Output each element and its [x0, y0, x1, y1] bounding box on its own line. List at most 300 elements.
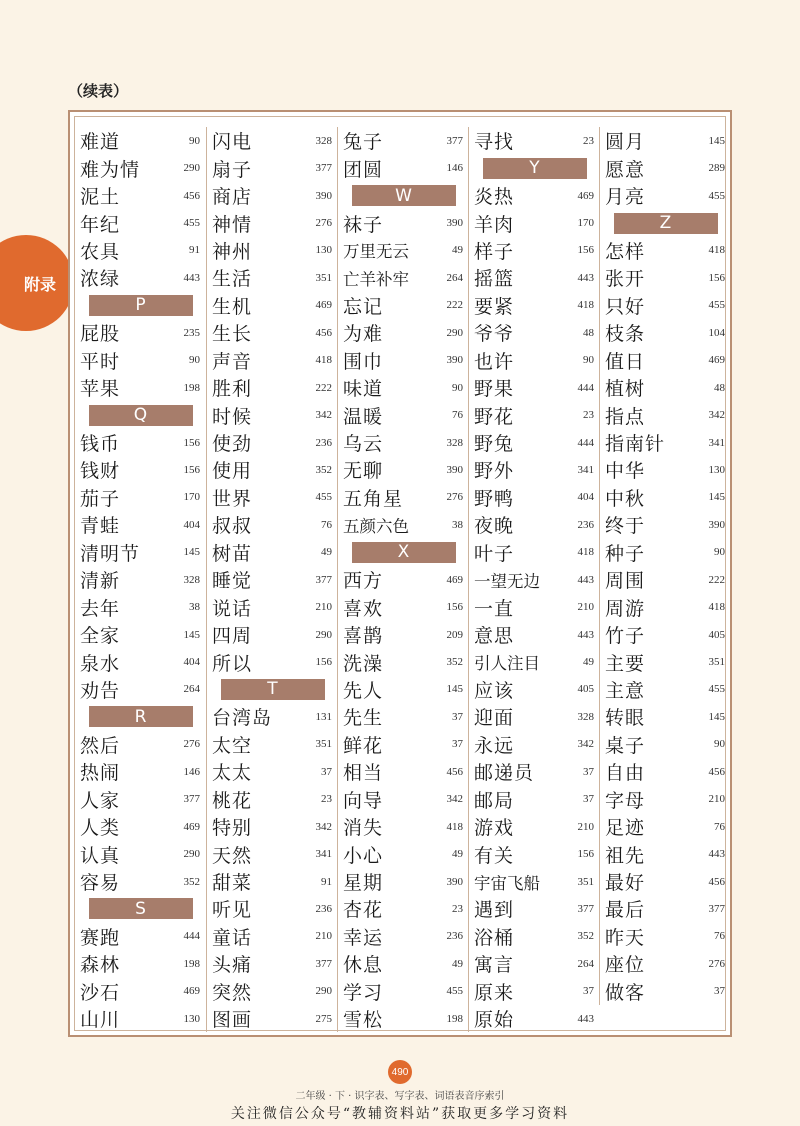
entry-page-number: 90	[714, 546, 725, 559]
entry-page-number: 342	[446, 793, 463, 806]
entry-word: 星期	[343, 872, 384, 895]
index-entry	[75, 923, 206, 950]
entry-word: 野果	[474, 378, 515, 401]
entry-page-number: 131	[315, 710, 332, 723]
index-entry	[469, 978, 600, 1005]
entry-page-number: 377	[183, 793, 200, 806]
entry-word: 树苗	[212, 542, 253, 565]
entry-word: 先生	[343, 707, 384, 730]
entry-page-number: 222	[708, 573, 725, 586]
index-entry	[75, 319, 206, 346]
entry-page-number: 418	[315, 354, 332, 367]
index-entry	[207, 264, 338, 291]
index-entry	[207, 731, 338, 758]
entry-page-number: 48	[714, 381, 725, 394]
entry-word: 摇篮	[474, 268, 515, 291]
entry-page-number: 342	[577, 738, 594, 751]
entry-word: 寻找	[474, 131, 515, 154]
entry-word: 扇子	[212, 158, 253, 181]
entry-page-number: 456	[708, 875, 725, 888]
entry-page-number: 146	[446, 162, 463, 175]
entry-page-number: 276	[183, 738, 200, 751]
index-entry	[469, 182, 600, 209]
entry-page-number: 91	[321, 875, 332, 888]
letter-header	[338, 182, 469, 209]
entry-page-number: 405	[577, 683, 594, 696]
entry-page-number: 455	[708, 683, 725, 696]
entry-page-number: 264	[577, 957, 594, 970]
entry-word: 引人注目	[474, 654, 540, 674]
entry-page-number: 264	[183, 683, 200, 696]
entry-word: 西方	[343, 570, 384, 593]
index-entry	[338, 868, 469, 895]
entry-word: 浓绿	[80, 268, 121, 291]
index-entry	[75, 676, 206, 703]
entry-page-number: 49	[321, 546, 332, 559]
letter-header	[207, 676, 338, 703]
entry-page-number: 222	[446, 299, 463, 312]
footer-note: 关注微信公众号“教辅资料站”获取更多学习资料	[230, 1106, 570, 1122]
letter-header-label: W	[352, 185, 456, 206]
index-entry	[75, 621, 206, 648]
entry-page-number: 455	[315, 491, 332, 504]
index-entry	[600, 539, 731, 566]
entry-page-number: 444	[577, 436, 594, 449]
entry-page-number: 342	[708, 409, 725, 422]
index-entry	[338, 484, 469, 511]
entry-page-number: 49	[583, 656, 594, 669]
index-entry	[338, 154, 469, 181]
index-entry	[75, 264, 206, 291]
index-entry	[75, 182, 206, 209]
entry-page-number: 49	[452, 957, 463, 970]
entry-word: 遇到	[474, 899, 515, 922]
entry-word: 五颜六色	[343, 516, 409, 536]
entry-word: 雪松	[343, 1009, 384, 1032]
index-entry	[338, 511, 469, 538]
entry-word: 爷爷	[474, 323, 515, 346]
entry-word: 一直	[474, 597, 515, 620]
entry-word: 一望无边	[474, 571, 540, 591]
index-column-1	[75, 127, 206, 1032]
entry-word: 特别	[212, 817, 253, 840]
entry-word: 喜欢	[343, 597, 384, 620]
index-entry	[75, 154, 206, 181]
index-entry	[75, 209, 206, 236]
index-entry	[207, 292, 338, 319]
entry-page-number: 390	[446, 217, 463, 230]
entry-word: 圆月	[605, 131, 646, 154]
entry-word: 太空	[212, 734, 253, 757]
entry-page-number: 145	[708, 491, 725, 504]
index-entry	[469, 237, 600, 264]
entry-page-number: 351	[708, 656, 725, 669]
entry-word: 神州	[212, 240, 253, 263]
index-entry	[338, 401, 469, 428]
index-entry	[338, 319, 469, 346]
entry-page-number: 156	[577, 848, 594, 861]
entry-page-number: 210	[708, 793, 725, 806]
entry-page-number: 444	[183, 930, 200, 943]
index-entry	[207, 786, 338, 813]
entry-word: 也许	[474, 350, 515, 373]
entry-page-number: 23	[452, 902, 463, 915]
index-entry	[469, 703, 600, 730]
index-entry	[600, 511, 731, 538]
index-entry	[207, 511, 338, 538]
entry-page-number: 38	[452, 518, 463, 531]
entry-page-number: 38	[189, 601, 200, 614]
entry-page-number: 210	[315, 930, 332, 943]
index-entry	[338, 1005, 469, 1032]
index-entry	[207, 1005, 338, 1032]
entry-word: 洗澡	[343, 652, 384, 675]
index-entry	[469, 731, 600, 758]
entry-word: 生机	[212, 295, 253, 318]
index-entry	[338, 786, 469, 813]
entry-page-number: 351	[315, 271, 332, 284]
entry-word: 植树	[605, 378, 646, 401]
entry-page-number: 377	[315, 573, 332, 586]
entry-word: 羊肉	[474, 213, 515, 236]
index-entry	[600, 374, 731, 401]
entry-word: 中秋	[605, 487, 646, 510]
index-entry	[338, 127, 469, 154]
entry-page-number: 145	[183, 546, 200, 559]
index-entry	[338, 703, 469, 730]
entry-page-number: 351	[577, 875, 594, 888]
entry-page-number: 210	[315, 601, 332, 614]
entry-word: 主要	[605, 652, 646, 675]
index-entry	[600, 621, 731, 648]
entry-page-number: 76	[452, 409, 463, 422]
entry-word: 然后	[80, 734, 121, 757]
entry-word: 味道	[343, 378, 384, 401]
entry-word: 指点	[605, 405, 646, 428]
index-entry	[469, 758, 600, 785]
index-entry	[338, 950, 469, 977]
entry-word: 浴桶	[474, 926, 515, 949]
entry-page-number: 456	[315, 326, 332, 339]
index-column-5	[599, 127, 731, 1005]
entry-word: 平时	[80, 350, 121, 373]
entry-page-number: 352	[183, 875, 200, 888]
index-entry	[469, 429, 600, 456]
entry-page-number: 130	[708, 463, 725, 476]
entry-word: 清新	[80, 570, 121, 593]
entry-word: 野鸭	[474, 487, 515, 510]
entry-page-number: 236	[315, 436, 332, 449]
index-entry	[600, 895, 731, 922]
index-entry	[207, 868, 338, 895]
entry-page-number: 289	[708, 162, 725, 175]
entry-page-number: 145	[446, 683, 463, 696]
page-number: 490	[391, 1066, 409, 1078]
entry-page-number: 456	[183, 189, 200, 202]
entry-page-number: 49	[452, 848, 463, 861]
entry-word: 叶子	[474, 542, 515, 565]
index-entry	[207, 237, 338, 264]
entry-page-number: 342	[315, 409, 332, 422]
entry-page-number: 404	[183, 656, 200, 669]
index-entry	[207, 127, 338, 154]
index-entry	[75, 566, 206, 593]
entry-word: 值日	[605, 350, 646, 373]
entry-page-number: 290	[315, 628, 332, 641]
entry-word: 竹子	[605, 625, 646, 648]
entry-page-number: 352	[446, 656, 463, 669]
index-entry	[207, 456, 338, 483]
entry-page-number: 210	[577, 601, 594, 614]
index-entry	[207, 154, 338, 181]
index-entry	[207, 347, 338, 374]
entry-page-number: 377	[446, 134, 463, 147]
entry-word: 枝条	[605, 323, 646, 346]
letter-header-label: Q	[89, 405, 193, 426]
letter-header	[338, 539, 469, 566]
letter-header	[75, 895, 206, 922]
entry-word: 要紧	[474, 295, 515, 318]
entry-word: 忘记	[343, 295, 384, 318]
index-entry	[600, 813, 731, 840]
entry-word: 中华	[605, 460, 646, 483]
entry-page-number: 48	[583, 326, 594, 339]
entry-word: 座位	[605, 954, 646, 977]
entry-word: 茄子	[80, 487, 121, 510]
index-entry	[338, 593, 469, 620]
entry-word: 人家	[80, 789, 121, 812]
entry-page-number: 37	[583, 793, 594, 806]
index-entry	[469, 923, 600, 950]
entry-page-number: 145	[708, 710, 725, 723]
index-entry	[600, 978, 731, 1005]
entry-word: 人类	[80, 817, 121, 840]
entry-word: 闪电	[212, 131, 253, 154]
footer-caption: 二年级 · 下 · 识字表、写字表、词语表音序索引	[295, 1091, 505, 1102]
index-table-inner	[74, 116, 726, 1031]
entry-page-number: 469	[183, 820, 200, 833]
entry-page-number: 90	[714, 738, 725, 751]
entry-word: 转眼	[605, 707, 646, 730]
entry-word: 邮递员	[474, 762, 535, 785]
entry-word: 应该	[474, 679, 515, 702]
entry-page-number: 23	[321, 793, 332, 806]
letter-header-label: Z	[614, 213, 718, 234]
entry-page-number: 342	[315, 820, 332, 833]
entry-page-number: 404	[577, 491, 594, 504]
index-entry	[207, 593, 338, 620]
entry-word: 认真	[80, 844, 121, 867]
entry-page-number: 130	[183, 1012, 200, 1025]
entry-page-number: 328	[577, 710, 594, 723]
entry-word: 最后	[605, 899, 646, 922]
entry-word: 泉水	[80, 652, 121, 675]
entry-word: 亡羊补牢	[343, 269, 409, 289]
entry-word: 万里无云	[343, 242, 409, 262]
entry-page-number: 443	[577, 1012, 594, 1025]
entry-page-number: 23	[583, 134, 594, 147]
index-entry	[338, 813, 469, 840]
entry-page-number: 418	[577, 546, 594, 559]
entry-word: 字母	[605, 789, 646, 812]
letter-header-label: T	[221, 679, 325, 700]
entry-page-number: 328	[446, 436, 463, 449]
entry-page-number: 37	[583, 985, 594, 998]
entry-word: 小心	[343, 844, 384, 867]
entry-page-number: 275	[315, 1012, 332, 1025]
entry-page-number: 37	[714, 985, 725, 998]
letter-header	[75, 401, 206, 428]
entry-page-number: 418	[446, 820, 463, 833]
entry-page-number: 418	[708, 601, 725, 614]
entry-word: 无聊	[343, 460, 384, 483]
index-entry	[75, 950, 206, 977]
entry-word: 天然	[212, 844, 253, 867]
index-entry	[469, 456, 600, 483]
entry-page-number: 455	[708, 299, 725, 312]
index-entry	[75, 978, 206, 1005]
entry-word: 怎样	[605, 240, 646, 263]
entry-word: 屁股	[80, 323, 121, 346]
letter-header-label: P	[89, 295, 193, 316]
index-entry	[469, 1005, 600, 1032]
entry-page-number: 156	[446, 601, 463, 614]
entry-page-number: 76	[321, 518, 332, 531]
entry-word: 休息	[343, 954, 384, 977]
index-entry	[338, 676, 469, 703]
index-entry	[600, 950, 731, 977]
entry-word: 先人	[343, 679, 384, 702]
index-entry	[75, 127, 206, 154]
index-entry	[600, 484, 731, 511]
entry-page-number: 156	[183, 436, 200, 449]
index-entry	[469, 566, 600, 593]
letter-header	[75, 292, 206, 319]
entry-word: 兔子	[343, 131, 384, 154]
index-entry	[600, 182, 731, 209]
entry-word: 桃花	[212, 789, 253, 812]
entry-word: 难道	[80, 131, 121, 154]
index-entry	[338, 429, 469, 456]
entry-page-number: 390	[708, 518, 725, 531]
entry-page-number: 236	[315, 902, 332, 915]
entry-page-number: 156	[315, 656, 332, 669]
entry-page-number: 49	[452, 244, 463, 257]
entry-word: 全家	[80, 625, 121, 648]
entry-page-number: 76	[714, 930, 725, 943]
entry-word: 种子	[605, 542, 646, 565]
index-entry	[75, 813, 206, 840]
entry-word: 寓言	[474, 954, 515, 977]
entry-word: 容易	[80, 872, 121, 895]
index-entry	[338, 895, 469, 922]
index-entry	[600, 758, 731, 785]
entry-page-number: 443	[577, 628, 594, 641]
index-entry	[469, 374, 600, 401]
letter-header	[600, 209, 731, 236]
entry-word: 向导	[343, 789, 384, 812]
entry-word: 围巾	[343, 350, 384, 373]
index-entry	[600, 154, 731, 181]
entry-word: 为难	[343, 323, 384, 346]
entry-page-number: 390	[446, 875, 463, 888]
entry-page-number: 456	[708, 765, 725, 778]
appendix-tab	[0, 235, 74, 331]
entry-page-number: 170	[577, 217, 594, 230]
entry-word: 有关	[474, 844, 515, 867]
entry-page-number: 236	[577, 518, 594, 531]
entry-page-number: 37	[321, 765, 332, 778]
entry-page-number: 443	[577, 573, 594, 586]
entry-word: 炎热	[474, 186, 515, 209]
index-entry	[75, 648, 206, 675]
entry-page-number: 377	[315, 957, 332, 970]
entry-page-number: 456	[446, 765, 463, 778]
index-entry	[207, 895, 338, 922]
entry-word: 自由	[605, 762, 646, 785]
index-entry	[600, 868, 731, 895]
index-entry	[469, 950, 600, 977]
entry-page-number: 341	[708, 436, 725, 449]
entry-word: 足迹	[605, 817, 646, 840]
entry-word: 永远	[474, 734, 515, 757]
entry-word: 钱币	[80, 433, 121, 456]
entry-word: 夜晚	[474, 515, 515, 538]
entry-page-number: 170	[183, 491, 200, 504]
index-entry	[600, 648, 731, 675]
entry-page-number: 37	[452, 710, 463, 723]
index-entry	[469, 840, 600, 867]
entry-page-number: 198	[183, 957, 200, 970]
entry-page-number: 455	[183, 217, 200, 230]
index-entry	[600, 731, 731, 758]
letter-header	[75, 703, 206, 730]
entry-word: 年纪	[80, 213, 121, 236]
entry-page-number: 377	[315, 162, 332, 175]
appendix-tab-label: 附录	[23, 274, 56, 294]
entry-word: 森林	[80, 954, 121, 977]
index-entry	[600, 237, 731, 264]
entry-page-number: 443	[577, 271, 594, 284]
entry-word: 农具	[80, 240, 121, 263]
section-heading: （续表）	[68, 82, 129, 100]
entry-page-number: 341	[577, 463, 594, 476]
entry-word: 鲜花	[343, 734, 384, 757]
entry-page-number: 418	[708, 244, 725, 257]
entry-word: 意思	[474, 625, 515, 648]
entry-word: 说话	[212, 597, 253, 620]
index-entry	[207, 319, 338, 346]
entry-page-number: 222	[315, 381, 332, 394]
index-entry	[338, 209, 469, 236]
entry-page-number: 390	[446, 354, 463, 367]
index-entry	[469, 621, 600, 648]
entry-word: 喜鹊	[343, 625, 384, 648]
entry-page-number: 23	[583, 409, 594, 422]
index-entry	[469, 511, 600, 538]
index-entry	[207, 978, 338, 1005]
entry-word: 苹果	[80, 378, 121, 401]
entry-word: 四周	[212, 625, 253, 648]
entry-word: 桌子	[605, 734, 646, 757]
entry-word: 时候	[212, 405, 253, 428]
index-entry	[469, 593, 600, 620]
entry-page-number: 455	[708, 189, 725, 202]
entry-word: 使用	[212, 460, 253, 483]
letter-header	[469, 154, 600, 181]
entry-page-number: 455	[446, 985, 463, 998]
entry-word: 愿意	[605, 158, 646, 181]
